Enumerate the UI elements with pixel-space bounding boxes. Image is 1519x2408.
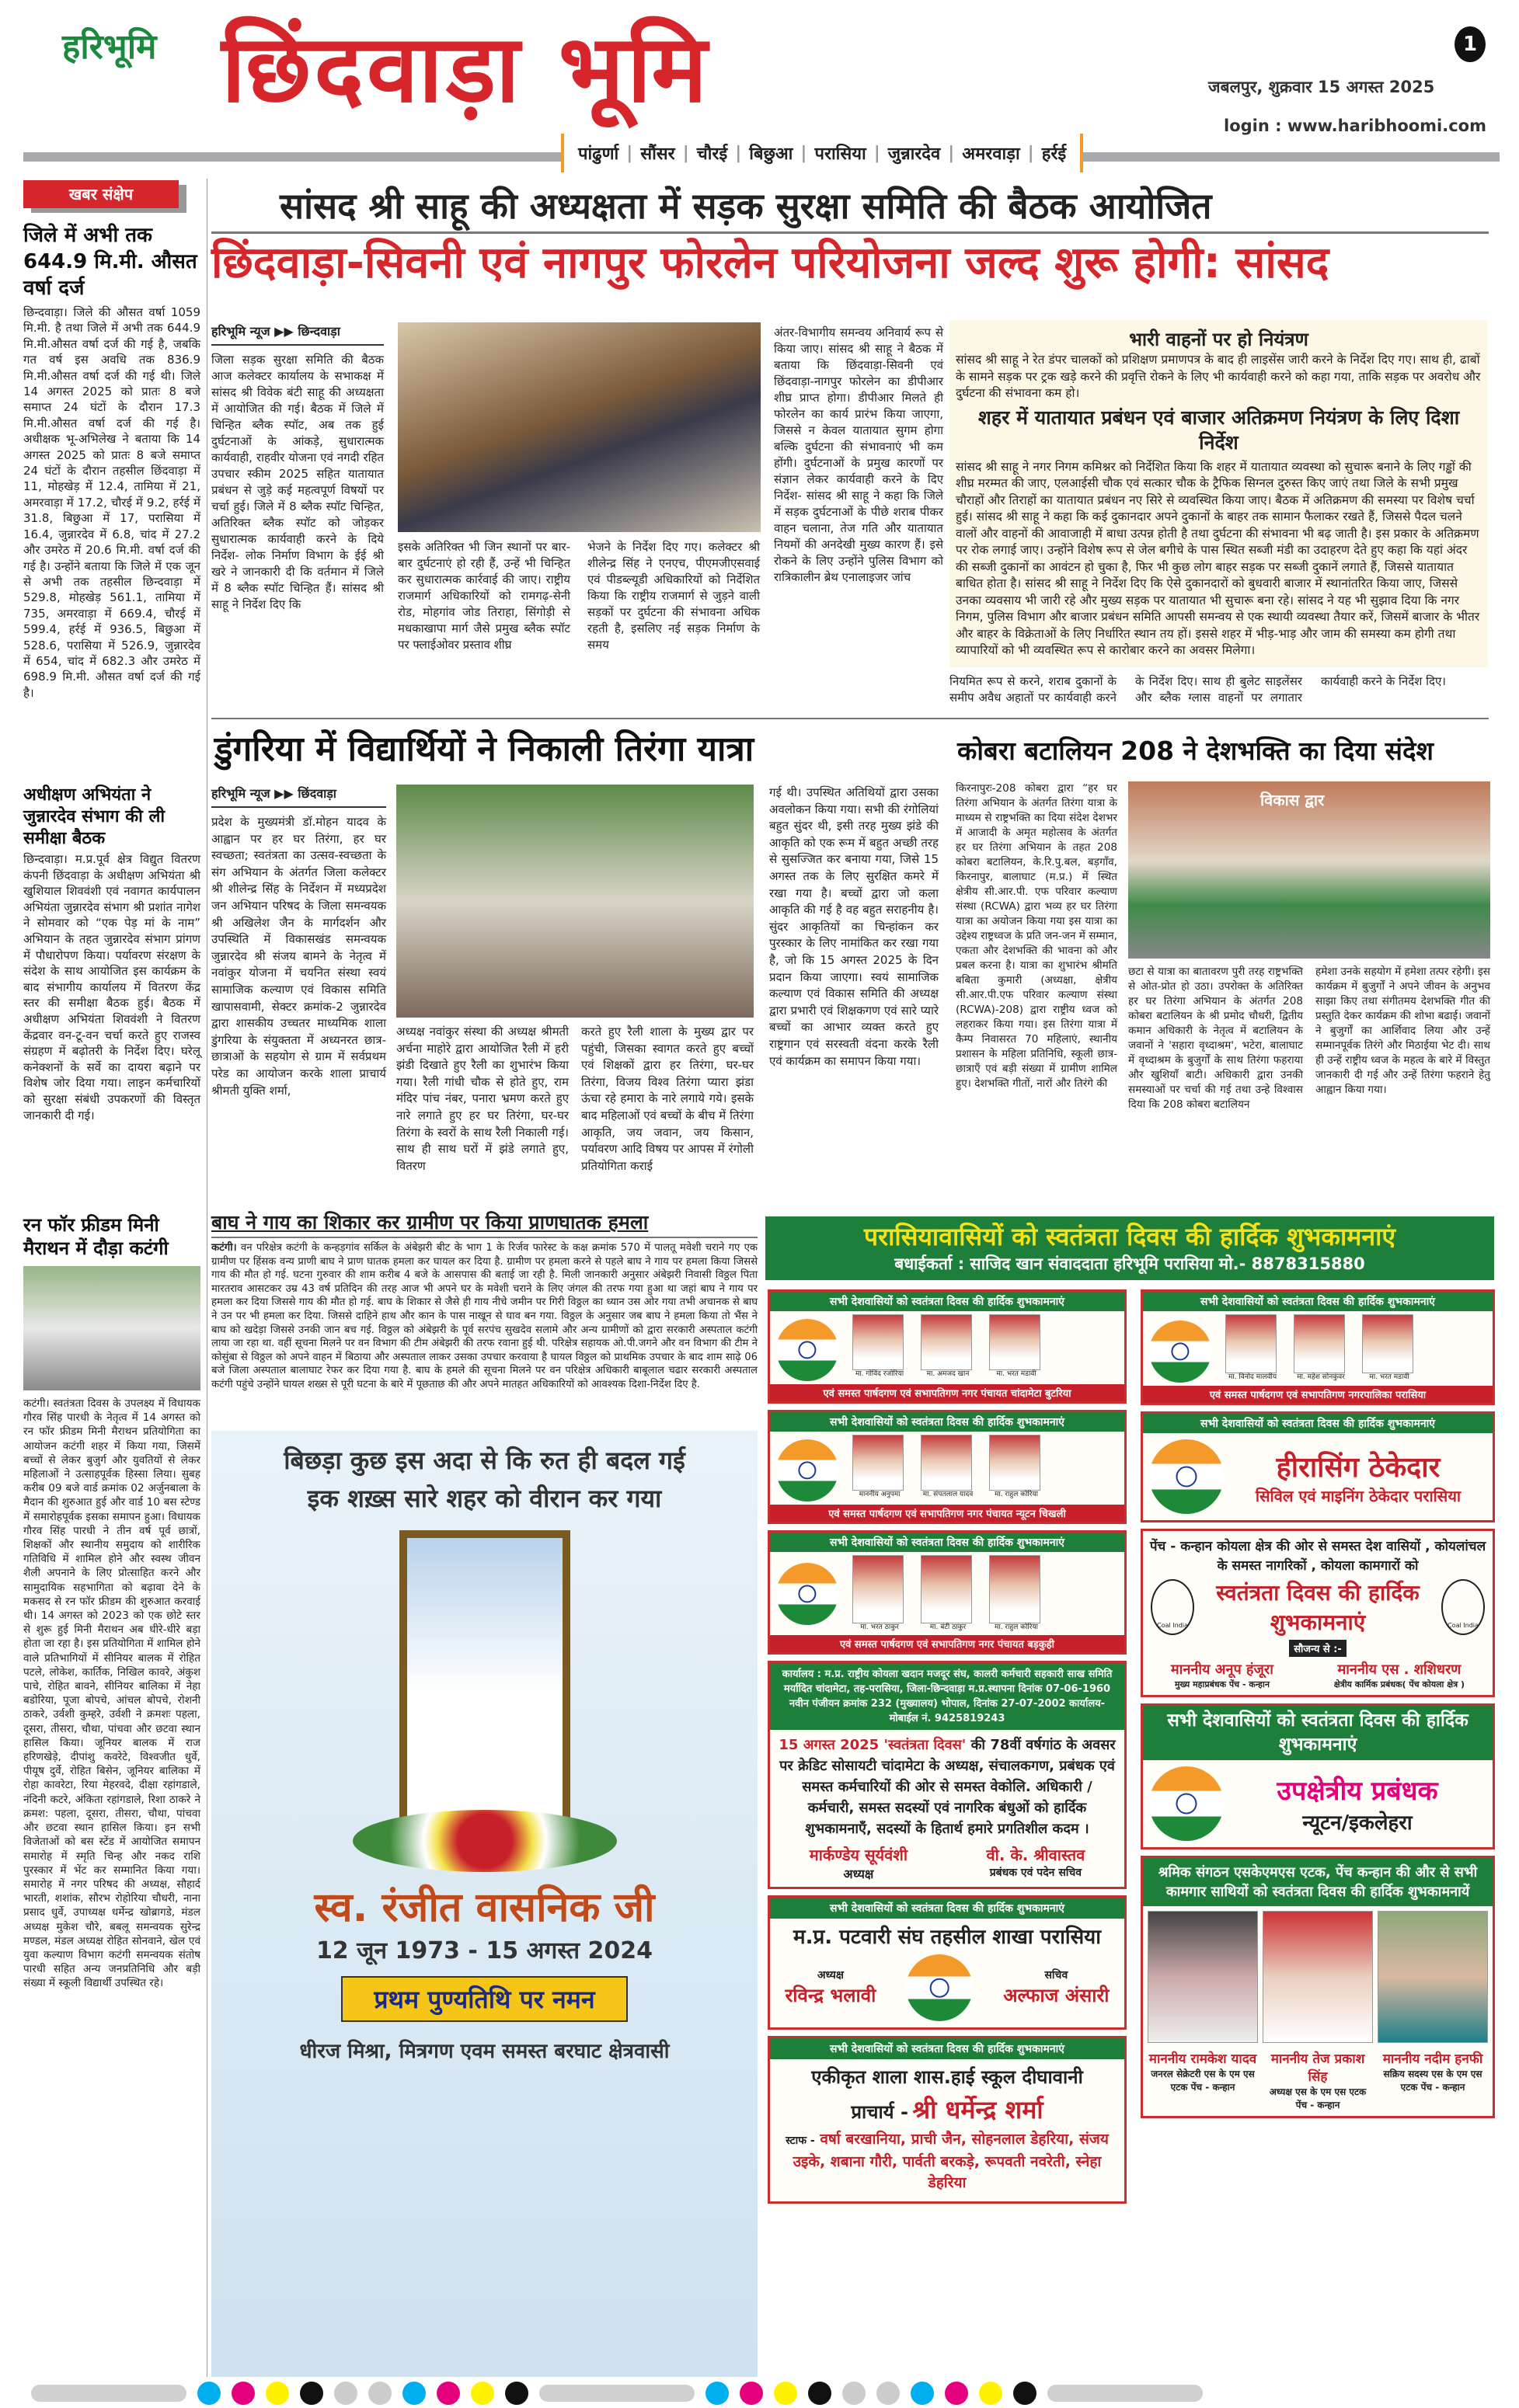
kicker-rule bbox=[211, 231, 1489, 234]
greeting-title: सभी देशवासियों को स्वतंत्रता दिवस की हार्दिक शुभकामनाएं bbox=[1143, 1292, 1493, 1311]
memorial-from: धीरज मिश्रा, मित्रगण एवम समस्त बरघाट क्षेत्रवासी bbox=[299, 2040, 670, 2063]
person-photo bbox=[1263, 1911, 1373, 2043]
person-photo bbox=[989, 1435, 1040, 1491]
memorial-dates: 12 जून 1973 - 15 अगस्त 2024 bbox=[315, 1937, 653, 1964]
signatory-name: वी. के. श्रीवास्तव bbox=[986, 1846, 1085, 1864]
greeting-title: सभी देशवासियों को स्वतंत्रता दिवस की हार्दिक शुभकामनाएं bbox=[770, 2038, 1124, 2059]
photo-caption: मा. अमजद खान bbox=[926, 1370, 970, 1378]
flag-icon bbox=[776, 1319, 838, 1381]
brief-engineer bbox=[23, 785, 200, 1123]
photo-caption: मा. संपतलाल यादव bbox=[922, 1491, 974, 1498]
official-role: मुख्य महाप्रबंधक पेंच - कन्हान bbox=[1174, 1679, 1270, 1689]
person-photo bbox=[989, 1555, 1040, 1623]
cobra-headline: कोबरा बटालियन 208 ने देशभक्ति का दिया संदेश bbox=[957, 736, 1434, 766]
cobra-photo bbox=[1128, 781, 1490, 959]
member-name: माननीय रामकेश यादव bbox=[1148, 2051, 1257, 2067]
sidebar-heading: शहर में यातायात प्रबंधन एवं बाजार अतिक्रमण नियंत्रण के लिए दिशा निर्देश bbox=[977, 405, 1460, 454]
marathon-photo bbox=[23, 1266, 200, 1390]
town: सौंसर bbox=[640, 144, 675, 164]
lead-kicker: सांसद श्री साहू की अध्यक्षता में सड़क सुरक्षा समिति की बैठक आयोजित bbox=[280, 185, 1212, 227]
brief-body: छिन्दवाड़ा। जिले की औसत वर्षा 1059 मि.मी. है तथा जिले में अभी तक 644.9 मि.मी.औसत वर्षा दर्ज की गई है, जबकि गत वर्ष इस अवधि तक 836.9 मि.मी.औसत वर्षा दर्ज की गई थी। जिले 14 अगस्त 2025 को प्रातः 8 बजे समाप्त 24 घंटों के दौरान 17.3 मि.मी.औसत वर्षा दर्ज की गई है। अधीक्षक भू-अभिलेख ने बताया कि 14 अगस्त 2025 को प्रातः 8 बजे समाप्त 24 घंटों के दौरान तहसील छिंदवाड़ा में 11, मोहखेड़ में 12.4, तामिया में 21, अमरवाड़ा में 17.2, चौरई में 9.2, हर्रई में 31.8, बिछुआ में 17, परासिया में 16.4, जुन्नारदेव में 6.8, चांद में 27.2 और उमरेठ में 20.6 मि.मी. वर्षा दर्ज की गई है। उन्होंने बताया कि जिले में एक जून से अभी तक तहसील छिन्दवाड़ा में 529.8, मोहखेड़ 561.1, तामिया में 735, अमरवाड़ा में 669.4, चौरई में 599.4, हर्रई में 936.5, बिछुआ में 528.6, परासिया में 526.9, जुन्नारदेव में 654, चांद में 682.3 और उमरेठ में 698.9 मि.मी. औसत वर्षा दर्ज की गई है। bbox=[23, 305, 200, 700]
tiger-headline: बाघ ने गाय का शिकार कर ग्रामीण पर किया प्राणघातक हमला bbox=[211, 1209, 758, 1238]
lead-col-1 bbox=[211, 322, 384, 613]
person-photo bbox=[1225, 1314, 1277, 1373]
person-photo bbox=[921, 1435, 972, 1491]
greeting-title: सभी देशवासियों को स्वतंत्रता दिवस की हार्दिक शुभकामनाएं bbox=[770, 1898, 1124, 1919]
photo-caption: मा. भरत मडावी bbox=[1369, 1373, 1409, 1381]
brief-rain bbox=[23, 222, 200, 701]
tiger-text: वन परिक्षेत्र कटंगी के कन्हड़गांव सर्किल के अंबेझरी बीट के भाग 1 के रिर्जव फारेस्ट के कक्ष क्रमांक 570 में पालतू मवेशी चराने गए एक ग्रामीण पर हिंसक वन्य प्राणी बाघ ने प्राण घातक हमला कर घायल कर दिया है. ग्रामीण पर हमला करने से पहले बाघ ने गाय पर हमला किया जिससे गाय की मौत हो गई. घटना गुरुवार की शाम करीब 4 बजे के आसपास की बताई जा रही है. मिली जानकारी अनुसार अंबेझरी निवासी विठ्ठल पिता मारतराव आसटकर उम्र 43 वर्ष प्रतिदिन की तरह आज भी अपने घर के मवेशी चराने के लिए जंगल की तरफ गया हुआ था जहां बाघ ने गाय पर हमला कर दिया जिससे गाय की मौत हो गई. बाघ के शिकार से जैसे ही गाय नीचे जमीन पर गिरी विठ्ठल का ध्यान उस ओर गया तभी अचानक से बाघ ने उन पर भी हमला कर दिया. जिससे दाहिने हाथ और कान के पास नाखून से घाव बन गया. विठ्ठल के अनुसार जब बाघ ने हमला किया तो भैंस ने बाघ को खदेड़ा जिससे उनकी जान बच गई. विठ्ठल को अंबेझरी के पूर्व सरपंच सुखदेव सलामे और अन्य ग्रामीणों को द्वारा सरकारी अस्पताल कटंगी लाया जा रहा था. वहीं सूचना मिलने पर वन विभाग की टीम अंबेझरी की तरफ रवाना हुई थी. परिक्षेत्र सहायक ओ.पी.जगने और वन विभाग की टीम ने कोसुंबा से विठ्ठल को अपने वाहन में बिठाया और अस्पताल लाकर उसका उपचार करवाया है घायल विठ्ठल को प्राथमिक उपचार के बाद शाम साढ़े 06 बजे जिला अस्पताल बालाघाट रेफर कर दिया गया है. बाघ के हमले की सूचना मिलने पर वन परिक्षेत्र अधिकारी बाबूलाल चढार सरकारी अस्पताल कटंगी पहुंचे उन्होंने घायल शख्स से पूरी घटना के बारे में पूछताछ की और अपने मातहत अधिकारियों को आवश्यक दिशा-निर्देश दिए है. bbox=[211, 1242, 758, 1390]
news-brief-tag: खबर संक्षेप bbox=[23, 180, 179, 208]
brief-headline: अधीक्षण अभियंता ने जुन्नारदेव संभाग की ली समीक्षा बैठक bbox=[23, 785, 165, 848]
flag-icon bbox=[1149, 1766, 1224, 1841]
photo-caption: मा. गोविंद रजोरिया bbox=[855, 1370, 904, 1378]
principal-name: श्री धर्मेन्द्र शर्मा bbox=[912, 2095, 1043, 2124]
left-ad-stack bbox=[768, 1289, 1127, 2204]
print-registration-marks bbox=[0, 2382, 1519, 2405]
photo-sign: विकास द्वार bbox=[1260, 791, 1325, 809]
portrait-frame bbox=[399, 1530, 570, 1825]
greeting-title: सभी देशवासियों को स्वतंत्रता दिवस की हार्दिक शुभकामनाएं bbox=[1143, 1414, 1493, 1433]
principal-label: प्राचार्य - bbox=[851, 2101, 908, 2123]
official-role: क्षेत्रीय कार्मिक प्रबंधक( पेंच कोयला क्षेत्र ) bbox=[1333, 1679, 1465, 1689]
byline: हरिभूमि न्यूज ▶▶ छिन्दवाड़ा bbox=[211, 322, 384, 346]
skms-ad bbox=[1141, 1856, 1495, 2118]
role-label: अध्यक्ष bbox=[817, 1969, 844, 1982]
brief-headline: रन फॉर फ्रीडम मिनी मैराथन में दौड़ा कटंगी bbox=[23, 1214, 169, 1259]
patwari-title: म.प्र. पटवारी संघ तहसील शाखा परासिया bbox=[793, 1926, 1101, 1949]
website-link[interactable]: login : www.haribhoomi.com bbox=[1224, 117, 1486, 135]
staff-label: स्टाफ - bbox=[786, 2135, 815, 2147]
coal-india-logo: Coal India bbox=[1151, 1579, 1194, 1635]
flag-icon bbox=[776, 1439, 838, 1502]
role-label: सचिव bbox=[1044, 1969, 1068, 1982]
person-photo bbox=[1294, 1314, 1345, 1373]
banner-title: परासियावासियों को स्वतंत्रता दिवस की हार्दिक शुभकामनाएं bbox=[863, 1222, 1396, 1251]
lead-tail: नियमित रूप से करने, शराब दुकानों के समीप अवैध अहातों पर कार्यवाही करने के निर्देश दिए। साथ ही बुलेट साइलेंसर और ब्लैक ग्लास वाहनों पर लगातार कार्यवाही करने के निर्देश दिए। bbox=[949, 673, 1446, 705]
greeting-title: सभी देशवासियों को स्वतंत्रता दिवस की हार्दिक शुभकामनाएं bbox=[770, 1292, 1124, 1311]
contractor-name: हीरासिंग ठेकेदार bbox=[1276, 1452, 1441, 1484]
story2-headline: डुंगरिया में विद्यार्थियों ने निकाली तिरंगा यात्रा bbox=[214, 729, 754, 769]
coal-india-ad bbox=[1141, 1529, 1495, 1697]
member-role: सक्रिय सदस्य एस के एम एस एटक पेंच - कन्हान bbox=[1383, 2069, 1482, 2093]
person-photo bbox=[921, 1314, 972, 1370]
member-role: जनरल सेक्रेटरी एस के एम एस एटक पेंच - कन्हान bbox=[1151, 2069, 1255, 2093]
parasia-banner bbox=[765, 1216, 1494, 1280]
person-photo bbox=[921, 1555, 972, 1623]
skms-header: श्रमिक संगठन एसकेएमएस एटक, पेंच कन्हान की और से सभी कामगार साथियों को स्वतंत्रता दिवस की हार्दिक शुभकामनायें bbox=[1143, 1858, 1493, 1906]
brand-logo: हरिभूमि bbox=[62, 27, 157, 67]
greeting-footer: एवं समस्त पार्षदगण एवं सभापतिगण नगर पंचायत चांदामेटा बुटरिया bbox=[770, 1384, 1124, 1401]
member-name: माननीय तेज प्रकाश सिंह bbox=[1270, 2051, 1365, 2085]
greeting-ad bbox=[768, 1410, 1127, 1524]
credit-society-ad bbox=[768, 1661, 1127, 1889]
lead-sidebar-box bbox=[949, 320, 1488, 667]
tribute-banner: प्रथम पुण्यतिथि पर नमन bbox=[341, 1976, 627, 2022]
right-ad-stack bbox=[1141, 1289, 1495, 2118]
story-text: प्रदेश के मुख्यमंत्री डॉ.मोहन यादव के आह्वान पर हर घर तिरंगा, हर घर स्वच्छता; स्वतंत्रता का उत्सव-स्वच्छता के संग अभियान के अंतर्गत जिला कलेक्टर श्री शीलेन्द्र सिंह के निर्देशन में मध्यप्रदेश जन अभियान परिषद के जिला समन्वयक श्री अखिलेश जैन के मार्गदर्शन और उपस्थिति में विकासखंड समन्वयक जुन्नारदेव श्री संजय बामने के नेतृत्व में नवांकुर योजना में चयनित संस्था स्वयं सामाजिक कल्याण एवं विकास समिति खापासवामी, सेक्टर क्रमांक-2 जुन्नारदेव द्वारा शासकीय उच्चतर माध्यमिक शाला डुंगरिया के संयुक्तता में अध्यनरत छात्र-छात्राओं के सहयोग से ग्राम में सर्वप्रथम परेड का आयोजन करके शाला प्राचार्य श्रीमती युक्ति शर्मा, bbox=[211, 815, 386, 1098]
page-number: 1 bbox=[1455, 26, 1486, 62]
brief-body: कटंगी। स्वतंत्रता दिवस के उपलक्ष्य में विधायक गौरव सिंह पारधी के नेतृत्व में 14 अगस्त को रन फॉर फ्रीडम मिनी मैराथन प्रतियोगिता का आयोजन कटंगी शहर में किया गया, जिसमें बच्चों से लेकर बुजुर्ग और युवतियों से लेकर महिलाओं ने उत्साहपूर्वक हिस्सा लिया। सुबह करीब 09 बजे वार्ड क्रमांक 02 अर्जुनबाला के मैदान की शुरुआत हुई और वार्ड 10 बस स्टेण्ड में समारोहपूर्वक इसका समापन हुआ। विधायक गौरव सिंह पारधी ने तीन वर्ष पूर्व छात्रों, शिक्षकों और स्थानीय समुदाय को शारीरिक गतिविधि में शामिल होने और स्वस्थ जीवन शैली अपनाने के लिए प्रोत्साहित करने और सामुदायिक सहभागिता को बढ़ावा देने के मकसद से रन फॉर फ्रीडम की शुरुआत करवाई थी। 14 अगस्त को 2023 को एक छोटे स्तर से शुरू हुई मिनी मैराथन अब धीरे-धीरे बड़ा होता जा रहा है। इस प्रतियोगिता में शामिल होने वाले प्रतिभागियों में सीनियर बालक में रोहित पटले, लोकेश, कार्तिक, निखिल कावरे, अंकुश पाचे, रोहित बावने, सीनियर बालिका में नेहा बडोरिया, पूजा बोपचे, आंचल बोपचे, रोशनी ठाकरे, उर्वशी कुम्हरे, उर्वशी ने क्रमशः पहला, दूसरा, तीसरा, चौथा, पांचवा और छटवा स्थान हासिल किया। जूनियर बालक में राज हरिणखेड़े, दीपांशु कवरेटे, विश्वजीत धुर्वे, पीयूष दुर्वे, रोहित बिसेन, जूनियर बालिका में रोहा कावरेटा, रिया मेहरवदे, दीक्षा रहांगडाले, नंदिनी कटरे, अंकिता रहांगडाले, रिशा ठाकरे ने क्रमश: पहला, दूसरा, तीसरा, चौथा, पांचवा और छटवा स्थान हासिल किया। इन सभी विजेताओं को बस स्टेंड में आयोजित समापन समारोह में स्मृति चिन्ह और नकद राशि पुरस्कार में भेंट कर सम्मानित किया गया। समारोह में नगर परिषद की अध्यक्ष, सौहार्द भारती, शशांक, सौरभ रोहोरिया चौधरी, नाना प्रसाद धुर्वे, उपाध्यक्ष धर्मेन्द्र खोब्रागडे, मंडल अध्यक्ष मुकेश चौरे, बबलू समन्वयक सुरेन्द्र मण्डल, मंडल अध्यक्ष रोहित सोनवाने, खेल एवं युवा कल्याण विभाग कटंगी समन्वयक संतोष पारधी सहित अन्य जनप्रतिनिधि और बड़ी संख्या में स्कूली विद्यार्थी उपस्थित रहे। bbox=[23, 1397, 200, 1990]
member-role: अध्यक्ष एस के एम एस एटक पेंच - कन्हान bbox=[1269, 2086, 1367, 2110]
tiger-story bbox=[211, 1209, 758, 1392]
story2-col-1 bbox=[211, 785, 386, 1099]
office-bearer: रविन्द्र भलावी bbox=[785, 1985, 876, 2006]
courtesy-label: सौजन्य से :- bbox=[1289, 1640, 1347, 1657]
school-name: एकीकृत शाला शास.हाई स्कूल दीघावानी bbox=[811, 2066, 1083, 2088]
story2-col-2: अध्यक्ष नवांकुर संस्था की अध्यक्ष श्रीमती अर्चना माहोरे द्वारा आयोजित रैली में हरी झंडी दिखाते हुए रैली का शुभारंभ किया गया। रैली गांधी चौक से होते हुए, राम मंदिर पांच नंबर, पनारा भ्रमण करते हुए नारे लगाते हुए हर घर तिरंगा, घर-घर तिरंगा के स्वरों के साथ रैली निकाली गई। साथ ही साथ घरों में झंडे लगाते हुए, वितरण bbox=[396, 1025, 569, 1173]
sub-area-title: उपक्षेत्रीय प्रबंधक bbox=[1277, 1776, 1438, 1807]
lead-headline: छिंदवाड़ा-सिवनी एवं नागपुर फोरलेन परियोजना जल्द शुरू होगी: सांसद bbox=[211, 238, 1329, 288]
edition-title: छिंदवाड़ा भूमि bbox=[221, 16, 710, 124]
contractor-ad bbox=[1141, 1411, 1495, 1522]
coal-india-logo: Coal India bbox=[1441, 1579, 1485, 1635]
brief-headline: जिले में अभी तक 644.9 मि.मी. औसत वर्षा दर्ज bbox=[23, 224, 197, 300]
sidebar-heading: भारी वाहनों पर हो नियंत्रण bbox=[1129, 329, 1308, 350]
issue-date: जबलपुर, शुक्रवार 15 अगस्त 2025 bbox=[1208, 78, 1435, 96]
union-text: की 78वीं वर्षगांठ के अवसर पर क्रेडिट सोसायटी चांदामेटा के अध्यक्ष, संचालकगण, प्रबंधक एवं समस्त कर्मचारियों की ओर से समस्त वेकोलि. अधिकारी / कर्मचारी, समस्त सदस्यों एवं नागरिक बंधुओं को हार्दिक शुभकामनाएँ, सदस्यों के हितार्थ हमारे प्रगतिशील कदम । bbox=[779, 1737, 1116, 1837]
coal-wish: स्वतंत्रता दिवस की हार्दिक शुभकामनाएं bbox=[1216, 1580, 1420, 1635]
memorial-ad bbox=[211, 1431, 758, 2377]
signatory-role: अध्यक्ष bbox=[843, 1867, 874, 1881]
town: हर्रई bbox=[1041, 144, 1067, 164]
town: चौरई bbox=[696, 144, 728, 164]
greeting-ad bbox=[1141, 1289, 1495, 1405]
lead-col-3: भेजने के निर्देश दिए गए। कलेक्टर श्री शीलेन्द्र सिंह ने एनएच, पीएमजीएसवाई एवं पीडब्ल्यूडी अधिकारियों को निर्देशित किया कि राष्ट्रीय राजमार्ग से जुड़ने वाली सड़कों पर दुर्घटना की संभावना अधिक रहती है, इसलिए नई सड़क निर्माण के समय bbox=[587, 540, 760, 652]
union-header: कार्यालय : म.प्र. राष्ट्रीय कोयला खदान मजदूर संघ, कालरी कर्मचारी सहकारी साख समिति मर्यादित चांदामेटा, तह-परासिया, जिला-छिन्दवाड़ा म.प्र.स्थापना दिनांक 07-06-1960 नवीन पंजीयन क्रमांक 232 (मुख्यालय) भोपाल, दिनांक 27-07-2002 कार्यालय- मोबाईल नं. 9425819243 bbox=[770, 1663, 1124, 1730]
meeting-photo bbox=[398, 322, 761, 532]
brief-body: छिन्दवाड़ा। म.प्र.पूर्व क्षेत्र विद्युत वितरण कंपनी छिंदवाड़ा के अधीक्षण अभियंता श्री खुशियाल शिववंशी एवं नवागत कार्यपालन अभियंता जुन्नारदेव संभाग श्री प्रशांत नागेश ने सोमवार को “एक पेड़ मां के नाम” अभियान के तहत जुन्नारदेव संभाग प्रांगण में पौधारोपण किया। पर्यावरण संरक्षण के संदेश के साथ आयोजित इस कार्यक्रम के बाद संभागीय कार्यालय में वितरण केंद्र स्तर की समीक्षा बैठक हुई। बैठक में अधीक्षण अभियंता शिववंशी ने वितरण केंद्रवार वन-टू-वन चर्चा करते हुए राजस्व संग्रहण में बढ़ोतरी के निर्देश दिए। घरेलू कनेक्शनों के सर्वे का दायरा बढ़ाने पर विशेष जोर दिया गया। लाइन कर्मचारियों को सुरक्षा संबंधी उपकरणों की विस्तृत जानकारी दी गई। bbox=[23, 852, 200, 1122]
contractor-sub: सिविल एवं माइनिंग ठेकेदार परासिया bbox=[1255, 1487, 1462, 1505]
person-photo bbox=[1362, 1314, 1413, 1373]
photo-caption: मा. विनोद मालवीय bbox=[1228, 1373, 1277, 1381]
flower-wreath bbox=[353, 1810, 617, 1872]
signatory-role: प्रबंधक एवं पदेन सचिव bbox=[989, 1867, 1082, 1879]
sub-area-manager-ad bbox=[1141, 1703, 1495, 1849]
person-photo bbox=[852, 1314, 904, 1370]
official-name: माननीय अनूप हंजूरा bbox=[1170, 1662, 1273, 1678]
lead-col-2: इसके अतिरिक्त भी जिन स्थानों पर बार-बार दुर्घटनाएं हो रही हैं, उन्हें भी चिन्हित कर सुधारात्मक कार्रवाई की जाए। राष्ट्रीय राजमार्ग अधिकारियों को रामगढ़-सेनी रोड, मोहगांव जोड तिराहा, सिंगोड़ी से मधकाखापा मार्ग जैसे प्रमुख ब्लैक स्पॉट पर फ्लाईओवर प्रस्ताव शीघ्र bbox=[398, 540, 570, 652]
patwari-ad bbox=[768, 1895, 1127, 2030]
story2-col-4: गई थी। उपस्थित अतिथियों द्वारा उसका अवलोकन किया गया। सभी की रंगोलियां बहुत सुंदर थी, इसी तरह मुख्य झंडे की आकृति को एक रूम में बहुत अच्छी तरह से सुसज्जित कर बनाया गया, जिसे 15 अगस्त तक के लिए सुरक्षित कमरे में रखा गया है। बच्चों द्वारा जो कला आकृति की गई है वह बहुत सराहनीय है। सुंदर आकृतियों का चिन्हांकन कर पुरस्कार के लिए नामांकित कर रखा गया है, जो कि 15 अगस्त 2025 के दिन प्रदान किया जाएगा। स्वयं सामाजिक कल्याण एवं विकास समिति की अध्यक्ष द्वारा प्रभारी एवं शिक्षकगण एवं सारे प्यारे बच्चों का आभार व्यक्त करते हुए राष्ट्रगान एवं सरस्वती वंदना करके रैली एवं कार्यक्रम का समापन किया गया। bbox=[769, 785, 939, 1068]
greeting-ad bbox=[768, 1289, 1127, 1404]
town-list: पांढुर्णा | सौंसर | चौरई | बिछुआ | परासिया | जुन्नारदेव | अमरवाड़ा | हर्रई bbox=[561, 134, 1083, 172]
cobra-col-2: छटा से यात्रा का बातावरण पुरी तरह राष्ट्रभक्ति से ओत-प्रोत हो उठा। उपरोक्त के अतिरिक्त हर घर तिरंगा अभियान के अंतर्गत 208 कोबरा बटालियन के श्री प्रमोद चौधरी, द्वितीय कमान अधिकारी के नेतृत्व में बटालियन के जवानों ने 'सहारा वृध्दाश्रम', भटेरा, बालाघाट में वृध्दाश्रम के बुजुर्गों के साथ तिरंगा फहराया और खुशियाँ बाटी। अधिकारी द्वारा उनकी समस्याओं पर चर्चा की गई तथा उन्हे विश्वास दिया कि 208 कोबरा बटालियन bbox=[1128, 966, 1303, 1111]
member-name: माननीय नदीम हनफी bbox=[1382, 2051, 1483, 2067]
photo-caption: मा. राहुल कोरिया bbox=[995, 1491, 1038, 1498]
sidebar-text: सांसद श्री साहू ने नगर निगम कमिश्नर को निर्देशित किया कि शहर में यातायात व्यवस्था को सुचारू बनाने के लिए गड्ढों की शीघ्र मरम्मत की जाए, एलआईसी चौक एवं सत्कार चौक के ट्रैफिक सिग्नल दुरुस्त किए जाएं तथा जिले के सभी प्रमुख चौराहों और तिराहों का यातायात प्रबंधन नए सिरे से व्यवस्थित किया जाए। बैठक में अतिक्रमण की समस्या पर विशेष चर्चा हुई। सांसद श्री साहू ने कहा कि कई दुकानदार अपने दुकानों के बाहर तक सामान फैलाकर रखते हैं, जिससे पैदल चलने वालों और वाहनों की आवाजाही में बाधा उत्पन्न होती है तथा दुर्घटना की संभावना भी बढ़ जाती है। इस प्रकार के अतिक्रमण पर रोक लगाई जाए। उन्होंने विशेष रूप से जेल बगीचे के पास स्थित सब्जी मंडी का उदाहरण देते हुए कहा कि यहां अंदर की सब्जी दुकानों का आवंटन हो चुका है, फिर भी कुछ लोग बाहर सड़क पर सब्जी दुकानें लगाते हैं, जिससे यातायात बाधित होता है। सांसद श्री साहू ने निर्देश दिए कि ऐसे दुकानदारों को बुधवारी बाजार में स्थानांतरित किया जाए, जिससे उनका व्यवसाय भी जारी रहे और मुख्य सड़क पर यातायात भी सुचारू बना रहे। सांसद ने यह भी सुझाव दिया कि नगर निगम, पुलिस विभाग और बाजार प्रबंधन समिति आपसी समन्वय से एक स्थायी व्यवस्था तैयार करें, जिसमें बाजार के भीतर और बाहर के विक्रेताओं के लिए निर्धारित स्थान तय हों। इससे शहर में भीड़-भाड़ और जाम की समस्या कम होगी तथा व्यापारियों को भी व्यवस्थित रूप से कारोबार करने का अवसर मिलेगा। bbox=[956, 459, 1480, 658]
flag-icon bbox=[906, 1954, 973, 2021]
cobra-col-3: हमेशा उनके सहयोग में हमेशा तत्पर रहेगी। इस कार्यक्रम में बुजुर्गों ने अपने जीवन के अनुभव साझा किए तथा संगीतमय देशभक्ति गीत की प्रस्तुति देकर कार्यक्रम की शोभा बढाई। जवानों ने बुजुर्गों का आर्शिवाद लिया और उन्हें सम्मानपूर्वक तिरंगे और मिठाईया भेट दी। साथ ही उन्हें राष्ट्रीय ध्वज के महत्व के बारे में विस्तुत जानकारी दी गई और उन्हें तिरंगा फहराने हेतु आह्वान किया गया। bbox=[1315, 966, 1490, 1096]
person-photo bbox=[1148, 1911, 1258, 2043]
sub-area-place: न्यूटन/इकलेहरा bbox=[1302, 1811, 1413, 1835]
greeting-title: सभी देशवासियों को स्वतंत्रता दिवस की हार्दिक शुभकामनाएं bbox=[770, 1412, 1124, 1432]
staff-list: वर्षा बरखानिया, प्राची जैन, सोहनलाल डेहरिया, संजय उइके, शबाना गौरी, पार्वती बरकड़े, रूपवती नवरेती, स्नेहा डेहरिया bbox=[793, 2131, 1109, 2191]
greeting-footer: एवं समस्त पार्षदगण एवं सभापतिगण नगर पंचायत बड़कुही bbox=[770, 1635, 1124, 1652]
sidebar-text: सांसद श्री साहू ने रेत डंपर चालकों को प्रशिक्षण प्रमाणपत्र के बाद ही लाइसेंस जारी करने के निर्देश दिए गए। साथ ही, ढाबों के सामने सड़क पर ट्रक खड़े करने की प्रवृत्ति रोकने के लिए भी कार्यवाही करने को कहा गया, ताकि सड़क पर अवरोध और दुर्घटना की संभावना कम हो। bbox=[956, 353, 1481, 401]
union-lead: 15 अगस्त 2025 'स्वतंत्रता दिवस' bbox=[779, 1737, 967, 1753]
flag-icon bbox=[776, 1563, 838, 1625]
greeting-footer: एवं समस्त पार्षदगण एवं सभापतिगण नगरपालिका परासिया bbox=[1143, 1386, 1493, 1403]
town: जुन्नारदेव bbox=[887, 144, 941, 164]
brief-marathon bbox=[23, 1213, 200, 1991]
byline: हरिभूमि न्यूज ▶▶ छिंदवाड़ा bbox=[211, 785, 386, 808]
person-photo bbox=[852, 1555, 904, 1623]
story2-col-3: करते हुए रैली शाला के मुख्य द्वार पर पहुंची, जिसका स्वागत करते हुए बच्चों एवं शिक्षकों द्वारा हर तिरंगा, घर-घर तिरंगा, विजय विश्व तिरंगा प्यारा झंडा ऊंचा रहे हमारा के नारे लगाये गये। इसके बाद महिलाओं एवं बच्चों के बीच में तिरंगा आकृति, जय जवान, जय किसान, पर्यावरण आदि विषय पर आपस में रंगोली प्रतियोगिता कराई bbox=[581, 1025, 754, 1173]
greeting-title: सभी देशवासियों को स्वतंत्रता दिवस की हार्दिक शुभकामनाएं bbox=[1143, 1706, 1493, 1760]
photo-caption: मा. बंटी ठाकुर bbox=[929, 1623, 967, 1631]
lead-text: जिला सड़क सुरक्षा समिति की बैठक आज कलेक्टर कार्यालय के सभाकक्ष में सांसद श्री विवेक बंटी साहू की अध्यक्षता में आयोजित की गई। बैठक में जिले में चिन्हित ब्लैक स्पॉट, अब तक हुई दुर्घटनाओं के आंकड़े, सुधारात्मक कार्यवाही, राहवीर योजना एवं नगदी रहित उपचार स्कीम 2025 सहित यातायात प्रबंधन से जुड़े कई महत्वपूर्ण विषयों पर चर्चा हुई। जिले में 8 ब्लैक स्पॉट चिन्हित, अतिरिक्त ब्लैक स्पॉट को जोड़कर सुधारात्मक कार्यवाही करने के दिये निर्देश- लोक निर्माण विभाग के ईई श्री खरे ने जानकारी दी कि वर्तमान में जिले में 8 ब्लैक स्पॉट चिन्हित हैं। सांसद श्री साहू ने निर्देश दिए कि bbox=[211, 353, 384, 611]
cobra-col-1: किरनापुरः-208 कोबरा द्वारा “हर घर तिरंगा अभियान के अंतर्गत तिरंगा यात्रा के माध्यम से राष्ट्रभक्ति का दिया संदेश देशभर में आजादी के अमृत महोत्सव के अंतर्गत हर घर तिरंगा अभियान के तहत 208 कोबरा बटालियन, के.रि.पु.बल, बड़गाँव, किरनापुर, बालाघाट (म.प्र.) में स्थित क्षेत्रीय सी.आर.पी. एफ परिवार कल्याण संस्था (RCWA) द्वारा भव्य हर घर तिरंगा यात्रा का अयोजन किया गया इस यात्रा का उद्देश्य राष्ट्रध्वज के प्रति जन-जन में सम्मान, एकता और देशभक्ति की भावना को और प्रबल करना है। यात्रा का शुभारंभ श्रीमति बबिता कुमारी (अध्यक्षा, क्षेत्रीय सी.आर.पी.एफ परिवार कल्याण संस्था (RCWA)-208) द्वारा राष्ट्रीय ध्वज को लहराकर किया गया। इस तिरंगा यात्रा में कैम्प निवासरत 70 महिलाएं, स्थानीय प्रशासन के महिला प्रतिनिधि, स्कूली छात्र-छात्राएँ एवं बड़ी संख्या में ग्रामीण शामिल हुए। देशभक्ति गीतों, नारों और तिरंगे की bbox=[956, 782, 1117, 1090]
lead-col-4: अंतर-विभागीय समन्वय अनिवार्य रूप से किया जाए। सांसद श्री साहू ने बैठक में बताया कि छिंदवाड़ा-सिवनी एवं छिंदवाड़ा-नागपुर फोरलेन का डीपीआर शीघ्र प्राप्त होगा। डीपीआर मिलते ही फोरलेन का कार्य प्रारंभ किया जाएगा, जिससे न केवल यातायात सुगम होगा बल्कि दुर्घटना की संभावनाएं भी कम होंगी। दुर्घटनाओं के प्रमुख कारणों पर संज्ञान लेकर कार्यवाही करने के दिए निर्देश- सांसद श्री साहू ने कहा कि जिले में सड़क दुर्घटनाओं के पीछे शराब पीकर वाहन चलाना, तेज गति और यातायात नियमों की अनदेखी मुख्य कारण हैं। इसे रोकने के लिए उन्होंने पुलिस विभाग को रात्रिकालीन ब्रेथ एनालाइजर जांच bbox=[774, 325, 943, 584]
official-name: माननीय एस . शशिधरण bbox=[1337, 1662, 1462, 1678]
office-bearer: अल्फाज अंसारी bbox=[1003, 1985, 1110, 2006]
photo-caption: मा. भरत मडावी bbox=[996, 1370, 1036, 1378]
town: पांढुर्णा bbox=[578, 144, 619, 164]
school-ad bbox=[768, 2036, 1127, 2204]
person-photo bbox=[852, 1435, 904, 1491]
town: बिछुआ bbox=[749, 144, 793, 164]
memorial-couplet-2: इक शख़्स सारे शहर को वीरान कर गया bbox=[307, 1484, 662, 1513]
banner-subtitle: बधाईकर्ता : साजिद खान संवाददाता हरिभूमि परासिया मो.- 8878315880 bbox=[894, 1254, 1365, 1273]
signatory-name: मार्कण्डेय सूर्यवंशी bbox=[809, 1846, 908, 1864]
memorial-name: स्व. रंजीत वासनिक जी bbox=[314, 1884, 655, 1931]
flag-icon bbox=[1149, 1439, 1224, 1514]
flag-icon bbox=[1149, 1321, 1211, 1383]
memorial-couplet-1: बिछड़ा कुछ इस अदा से कि रुत ही बदल गई bbox=[284, 1446, 685, 1475]
photo-caption: मा. महेश सोनकुंवर bbox=[1297, 1373, 1345, 1381]
greeting-ad bbox=[768, 1530, 1127, 1655]
person-photo bbox=[1378, 1911, 1488, 2043]
greeting-title: सभी देशवासियों को स्वतंत्रता दिवस की हार्दिक शुभकामनाएं bbox=[770, 1533, 1124, 1552]
town: परासिया bbox=[814, 144, 866, 164]
photo-caption: मा. राहुल कोरिया bbox=[995, 1623, 1038, 1631]
lead-sidebar bbox=[949, 320, 1488, 706]
photo-caption: मा. भरत ठाकुर bbox=[860, 1623, 899, 1631]
rally-photo bbox=[396, 785, 754, 1018]
greeting-footer: एवं समस्त पार्षदगण एवं सभापतिगण नगर पंचायत न्यूटन चिखली bbox=[770, 1505, 1124, 1522]
town: अमरवाड़ा bbox=[962, 144, 1020, 164]
person-photo bbox=[989, 1314, 1040, 1370]
section-rule bbox=[211, 718, 1489, 719]
coal-intro: पेंच - कन्हान कोयला क्षेत्र की ओर से समस्त देश वासियों , कोयलांचल के समस्त नागरिकों , कोयला कामगारों को bbox=[1149, 1539, 1486, 1574]
dateline: कटंगी। bbox=[211, 1242, 237, 1254]
photo-caption: माननीय अनुपमा bbox=[859, 1491, 901, 1498]
